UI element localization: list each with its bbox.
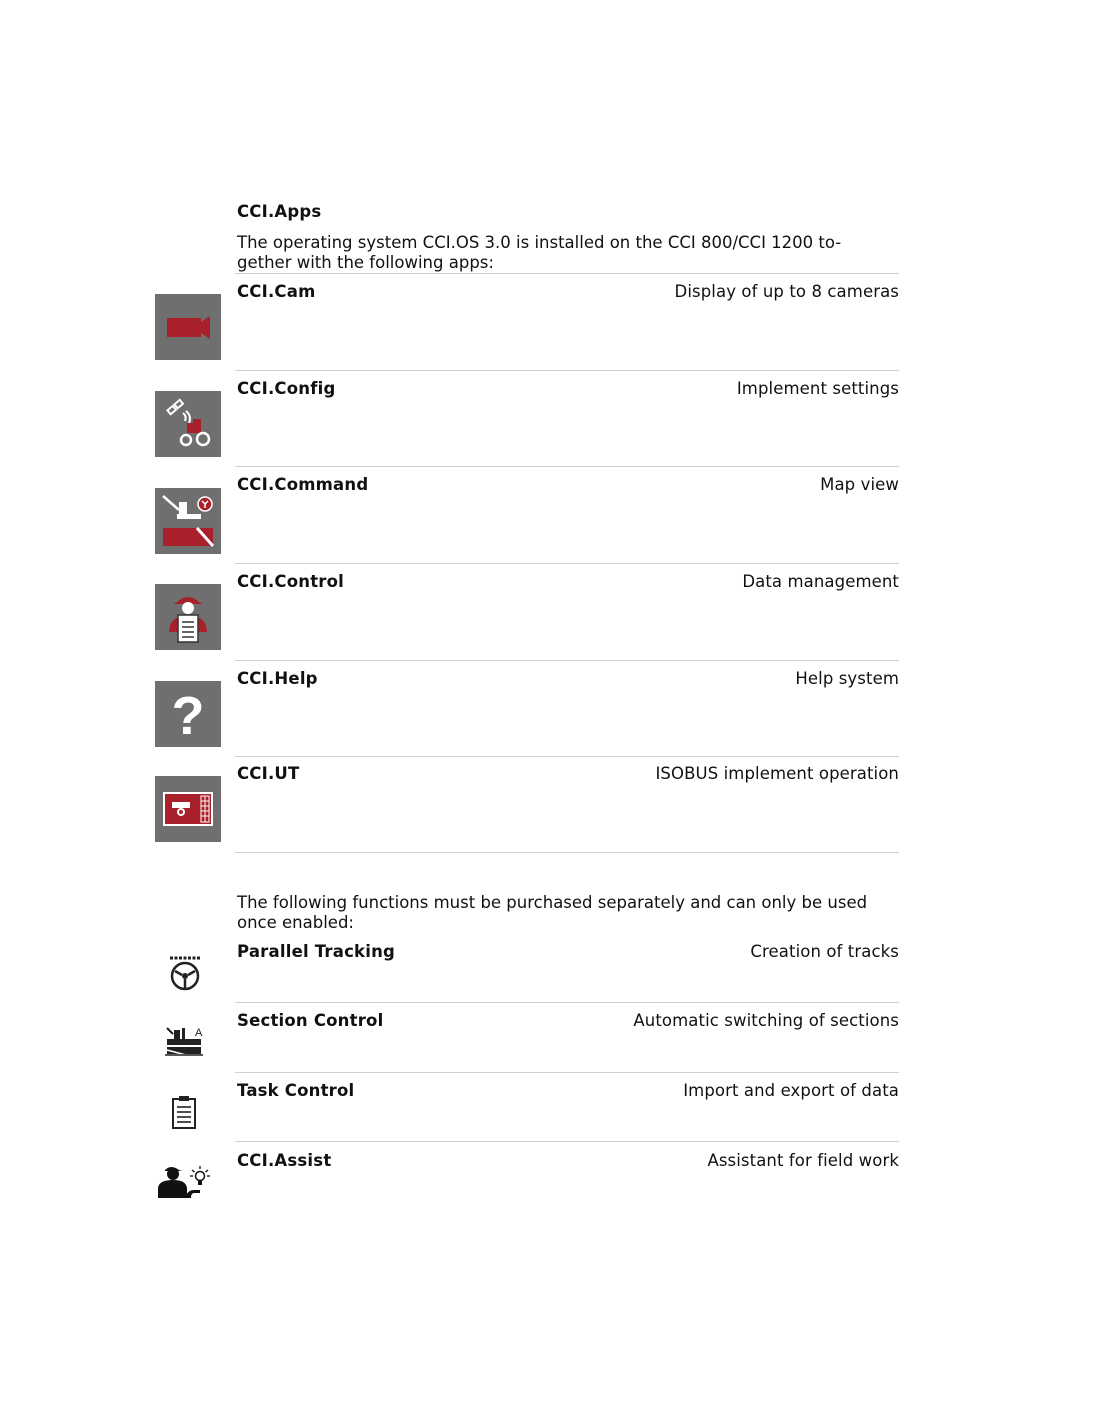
purchase-intro-line-1: The following functions must be purchased separately and can only be used	[237, 893, 868, 912]
app-name-ut: CCI.UT	[237, 764, 300, 783]
row-divider	[235, 756, 899, 757]
svg-text:A: A	[195, 1027, 203, 1039]
clipboard-icon	[155, 1092, 215, 1152]
section-control-icon	[155, 1022, 215, 1082]
row-divider	[235, 852, 899, 853]
app-desc-cam: Display of up to 8 cameras	[674, 282, 899, 301]
app-desc-ut: ISOBUS implement operation	[655, 764, 899, 783]
row-divider	[235, 1002, 899, 1003]
app-desc-command: Map view	[820, 475, 899, 494]
app-name-cam: CCI.Cam	[237, 282, 316, 301]
row-divider	[235, 660, 899, 661]
app-name-control: CCI.Control	[237, 572, 345, 591]
ut-implement-icon	[155, 776, 221, 842]
assistant-icon	[155, 1162, 215, 1222]
function-desc-assist: Assistant for field work	[707, 1151, 899, 1170]
row-divider	[235, 466, 899, 467]
purchase-intro-paragraph	[237, 893, 897, 933]
function-name-section-control: Section Control	[237, 1011, 384, 1030]
intro-line-2: gether with the following apps:	[237, 253, 494, 272]
app-desc-help: Help system	[795, 669, 899, 688]
row-divider	[235, 273, 899, 274]
steering-wheel-icon	[155, 952, 215, 1012]
row-divider	[235, 563, 899, 564]
purchase-intro-line-2: once enabled:	[237, 913, 354, 932]
function-name-task-control: Task Control	[237, 1081, 355, 1100]
function-name-assist: CCI.Assist	[237, 1151, 332, 1170]
app-name-command: CCI.Command	[237, 475, 369, 494]
app-desc-control: Data management	[742, 572, 899, 591]
camera-icon	[155, 294, 221, 360]
intro-line-1: The operating system CCI.OS 3.0 is installed on the CCI 800/CCI 1200 to-	[237, 233, 842, 252]
help-question-icon	[155, 681, 221, 747]
function-desc-parallel-tracking: Creation of tracks	[750, 942, 899, 961]
row-divider	[235, 1141, 899, 1142]
app-name-help: CCI.Help	[237, 669, 318, 688]
command-map-icon	[155, 488, 221, 554]
svg-text:?: ?	[171, 686, 205, 746]
section-title: CCI.Apps	[237, 202, 322, 221]
app-name-config: CCI.Config	[237, 379, 336, 398]
control-farmer-icon	[155, 584, 221, 650]
row-divider	[235, 1072, 899, 1073]
app-desc-config: Implement settings	[736, 379, 899, 398]
row-divider	[235, 370, 899, 371]
function-desc-task-control: Import and export of data	[683, 1081, 899, 1100]
config-tractor-icon	[155, 391, 221, 457]
function-desc-section-control: Automatic switching of sections	[633, 1011, 899, 1030]
intro-paragraph	[237, 233, 877, 273]
function-name-parallel-tracking: Parallel Tracking	[237, 942, 396, 961]
